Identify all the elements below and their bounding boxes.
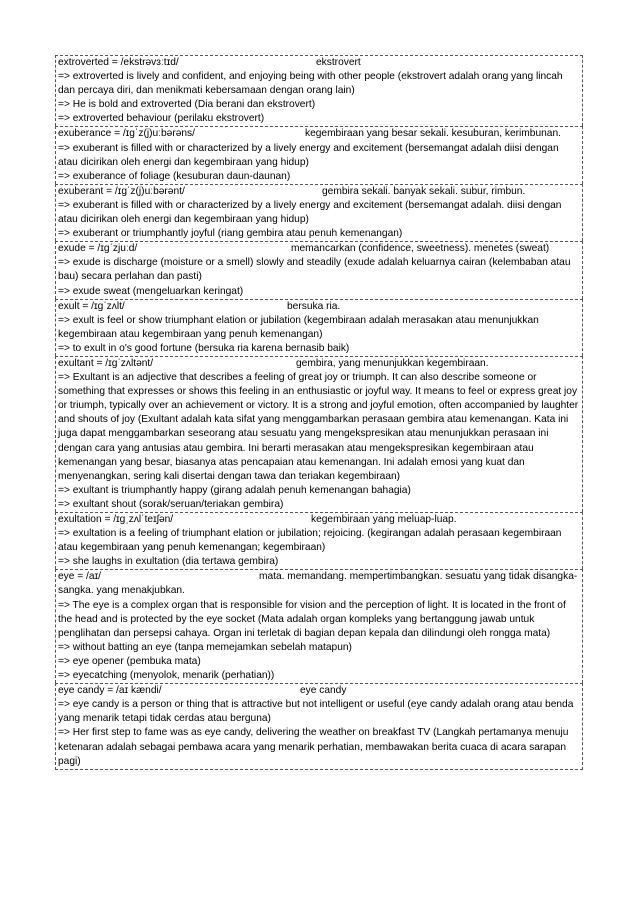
entry-headword-row [58,127,580,141]
entry-definition: => exuberant is filled with or characterized by a lively energy and excitement (bersemangat adalah. diisi dengan atau dicirikan oleh energi dan kegembiraan yang hidup) [58,199,562,226]
entry-gloss: gembira, yang menunjukkan kegembiraan. [296,357,489,369]
document-page [55,55,583,770]
entry-headword-row [58,242,580,256]
entry-gloss: bersuka ria. [287,300,341,312]
entry-gloss: kegembiraan yang meluap-luap. [311,514,457,525]
entry-definition: => extroverted is lively and confident, and enjoying being with other people (ekstrovert adalah orang yang lincah dan percaya diri, dan menikmati kebersamaan dengan orang lain) [58,71,563,97]
entry-definition: => eye candy is a person or thing that is attractive but not intelligent or useful (eye candy adalah orang atau benda yang menarik tetapi tidak cerdas atau berguna) [58,699,574,725]
entry-example: => eye opener (pembuka mata) [58,655,201,667]
entry-headword-row [58,570,580,598]
entry-gloss: kegembiraan yang besar sekali. kesuburan, kerimbunan. [304,128,561,140]
entry-gloss: ekstrovert [316,57,361,68]
entry-term: extroverted = /ekstrəvɜːtɪd/ [58,57,179,68]
entry-headword-row [58,357,580,371]
entry-example: => extroverted behaviour (perilaku ekstrovert) [58,113,265,125]
entry-headword-row [58,513,580,527]
entry-example: => exuberance of foliage (kesuburan daun-daunan) [58,170,291,182]
entry-term: exuberant = /ɪɡˈz(j)uːbərənt/ [58,185,185,197]
entry-example: => Her first step to fame was as eye candy, delivering the weather on breakfast TV (Langkah pertamanya menuju ketenaran adalah sebagai pembawa acara yang menarik perhatian, membawakan berita cuaca di acara sarapan pagi) [58,727,569,767]
entry-definition: => exude is discharge (moisture or a smell) slowly and steadily (exude adalah keluarnya cairan (kelembaban atau bau) secara perlahan dan pasti) [58,257,571,283]
entry-gloss: eye candy [300,685,347,697]
entry-headword-row [58,684,580,698]
entry-example: => eyecatching (menyolok, menarik (perhatian)) [58,670,275,682]
dictionary-entry-exude [55,241,583,298]
entry-headword-row [58,300,580,314]
entry-term: exult = /ɪɡˈzʌlt/ [58,300,125,312]
entry-term: eye candy = /aɪ kændi/ [58,685,162,697]
entry-example: => exude sweat (mengeluarkan keringat) [58,285,244,297]
dictionary-entry-eye-candy [55,683,583,770]
entry-example: => exultant shout (sorak/seruan/teriakan gembira) [58,498,284,510]
entry-term: exuberance = /ɪɡˈz(j)uːbərəns/ [58,128,195,140]
entry-definition: => exuberant is filled with or characterized by a lively energy and excitement (bersemangat adalah diisi dengan atau dicirikan oleh energi dan kegembiraan yang hidup) [58,142,559,168]
entry-term: exude = /ɪɡˈzjuːd/ [58,243,138,255]
entry-example: => exuberant or triumphantly joyful (riang gembira atau penuh kemenangan) [58,228,403,240]
entry-definition: => exultation is a feeling of triumphant elation or jubilation; rejoicing. (kegirangan adalah perasaan kegembiraan atau kegembiraan yang penuh kemenangan; kegembiraan) [58,528,562,554]
dictionary-entry-exuberance [55,126,583,183]
dictionary-entry-extroverted [55,55,583,126]
dictionary-entry-exult [55,299,583,356]
entry-gloss: memancarkan (confidence, sweetness). menetes (sweat) [291,243,550,255]
dictionary-entry-exultant [55,356,583,512]
dictionary-entry-exultation [55,512,583,569]
entry-definition: => The eye is a complex organ that is responsible for vision and the perception of light. It is located in the front of the head and is protected by the eye socket (Mata adalah organ kompleks yang bertanggung jawab untuk penglihatan dan persepsi cahaya. Organ ini terletak di bagian depan kepala dan dilindungi oleh rongga mata) [58,599,566,639]
entry-definition: => Exultant is an adjective that describes a feeling of great joy or triumph. It can also describe someone or something that expresses or shows this feeling in an enthusiastic or joyful way. It means to feel or express great joy or triumph, typically over an achievement or victory. It is a strong and joyful emotion, often accompanied by laughter and shouts of joy (Exultant adalah kata sifat yang menggambarkan perasaan gembira atau kemenangan. Kata ini juga dapat menggambarkan seseorang atau sesuatu yang mengekspresikan atau menunjukkan perasaan ini dengan cara yang antusias atau gembira. Ini berarti merasakan atau mengekspresikan kegembiraan atau kemenangan yang besar, biasanya atas pencapaian atau kemenangan. Ini adalah emosi yang kuat dan menyenangkan, sering kali disertai dengan tawa dan teriakan kegembiraan) [58,372,579,482]
entry-headword-row [58,185,580,199]
entry-example: => He is bold and extroverted (Dia berani dan ekstrovert) [58,99,316,111]
entry-term: exultant = /ɪɡˈzʌltənt/ [58,357,154,369]
entry-gloss: gembira sekali. banyak sekali. subur, rimbun. [322,185,526,197]
entry-term: exultation = /ɪɡˌzʌlˈteɪʃən/ [58,514,174,525]
entry-definition: => exult is feel or show triumphant elation or jubilation (kegembiraan adalah merasakan atau menunjukkan kegembiraan atau kegembiraan yang penuh kemenangan) [58,314,539,340]
dictionary-entry-eye [55,569,583,683]
entry-term: eye = /aɪ/ [58,571,101,583]
entry-example: => to exult in o's good fortune (bersuka ria karena bernasib baik) [58,342,350,354]
entry-gloss: mata. memandang. mempertimbangkan. sesuatu yang tidak disangka-sangka. yang menakjubkan. [58,571,578,597]
entry-example: => without batting an eye (tanpa memejamkan sebelah matapun) [58,641,352,653]
dictionary-entry-exuberant [55,184,583,241]
entry-example: => she laughs in exultation (dia tertawa gembira) [58,556,279,568]
entry-example: => exultant is triumphantly happy (girang adalah penuh kemenangan bahagia) [58,484,411,496]
entry-headword-row [58,56,580,70]
